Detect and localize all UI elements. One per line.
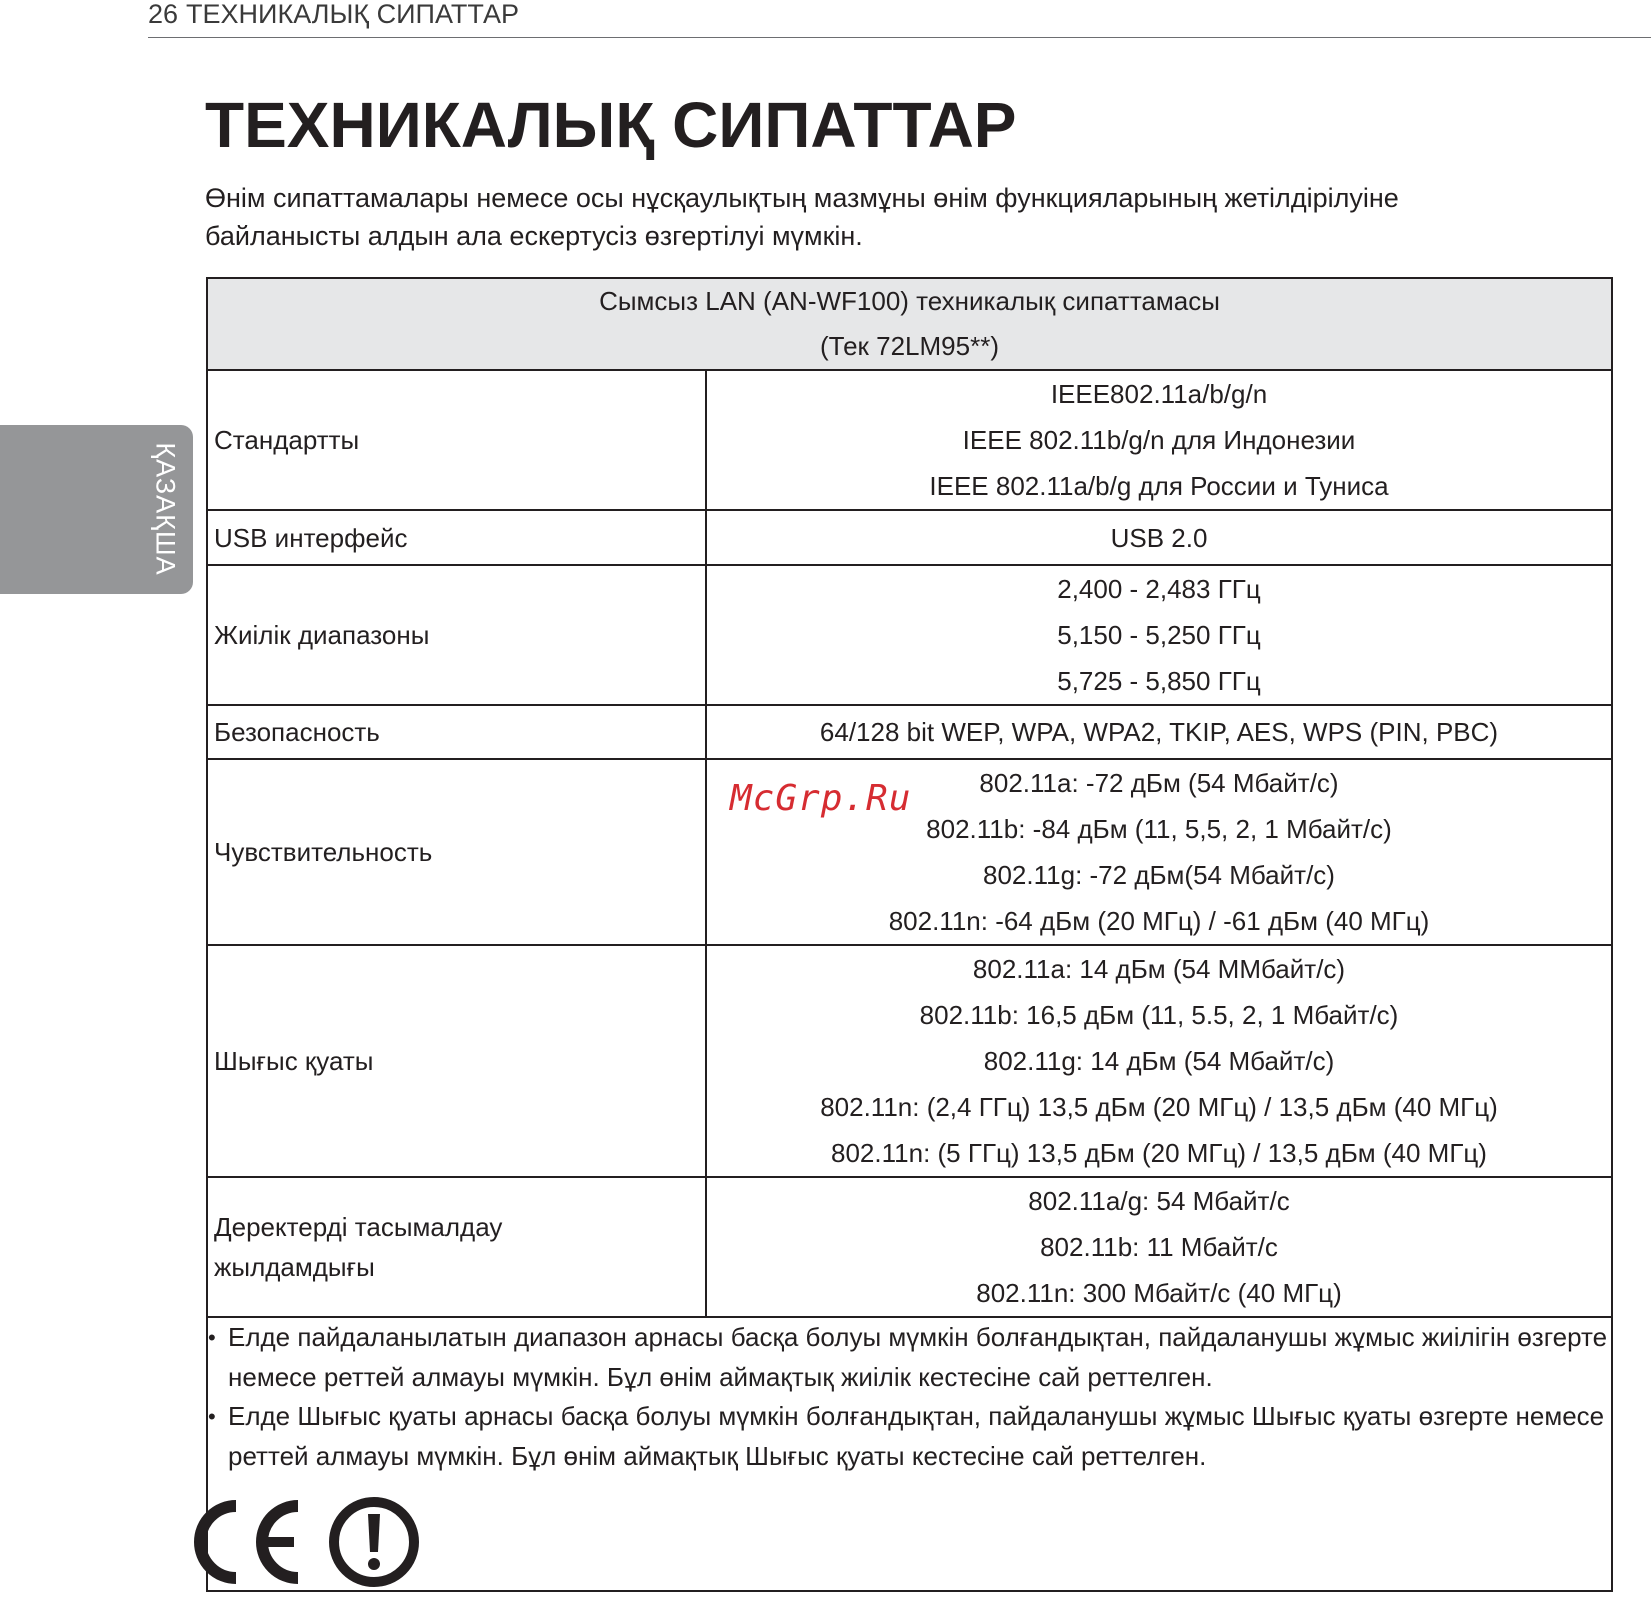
notes-row xyxy=(207,1317,1612,1591)
intro-text xyxy=(205,179,1585,255)
row-value: 802.11b: 16,5 дБм (11, 5.5, 2, 1 Мбайт/с) xyxy=(919,1000,1399,1030)
row-label: Деректерді тасымалдау жылдамдығы xyxy=(207,1177,706,1317)
row-label: Шығыс қуаты xyxy=(207,945,706,1177)
compliance-marks xyxy=(180,1494,1611,1590)
notes-cell xyxy=(207,1317,1612,1591)
note-text: Елде Шығыс қуаты арнасы басқа болуы мүмкін болғандықтан, пайдаланушы жұмыс Шығыс қуаты өзгерте немесе реттей алмауы мүмкін. Бұл өнім аймақтық Шығыс қуаты кестесіне сай реттелген. xyxy=(228,1401,1605,1471)
bullet-icon: • xyxy=(208,1325,216,1350)
table-row xyxy=(207,370,1612,510)
row-value: 64/128 bit WEP, WPA, WPA2, TKIP, AES, WPS (PIN, PBC) xyxy=(819,717,1499,747)
row-value: 802.11b: 11 Мбайт/с xyxy=(1040,1232,1278,1262)
caption-line: (Тек 72LM95**) xyxy=(820,331,999,361)
row-values xyxy=(706,565,1612,705)
row-value: USB 2.0 xyxy=(1110,522,1208,553)
row-values xyxy=(706,705,1612,759)
ce-mark-icon xyxy=(180,1498,304,1586)
side-tab-label: ҚАЗАҚША xyxy=(150,442,181,576)
note-text: Елде пайдаланылатын диапазон арнасы басқа болуы мүмкін болғандықтан, пайдаланушы жұмыс жиілігін өзгерте немесе реттей алмауы мүмкін. Бұл өнім аймақтық жиілік кестесіне сай реттелген. xyxy=(228,1322,1608,1392)
row-value: IEEE 802.11a/b/g для России и Туниса xyxy=(929,471,1389,501)
row-value: 802.11g: -72 дБм(54 Мбайт/с) xyxy=(983,860,1335,890)
row-value: IEEE802.11a/b/g/n xyxy=(1050,379,1268,409)
table-row xyxy=(207,705,1612,759)
running-title: ТЕХНИКАЛЫҚ СИПАТТАР xyxy=(186,0,519,29)
row-label: Безопасность xyxy=(207,705,706,759)
row-value: 5,150 - 5,250 ГГц xyxy=(1057,620,1261,650)
watermark: McGrp.Ru xyxy=(730,778,912,819)
intro-line: байланысты алдын ала ескертусіз өзгертілуі мүмкін. xyxy=(205,221,863,251)
row-value: 802.11n: 300 Мбайт/с (40 МГц) xyxy=(976,1278,1342,1308)
table-row xyxy=(207,565,1612,705)
row-value: 802.11a: -72 дБм (54 Мбайт/с) xyxy=(979,768,1339,798)
table-caption xyxy=(207,278,1612,370)
row-value: 802.11n: (5 ГГц) 13,5 дБм (20 МГц) / 13,5 дБм (40 МГц) xyxy=(831,1138,1487,1168)
row-value: 2,400 - 2,483 ГГц xyxy=(1057,574,1261,604)
alert-circle-icon xyxy=(326,1494,422,1590)
row-values xyxy=(706,510,1612,565)
row-values xyxy=(706,1177,1612,1317)
row-value: 802.11b: -84 дБм (11, 5,5, 2, 1 Мбайт/с) xyxy=(926,814,1392,844)
note-item xyxy=(208,1397,1611,1476)
row-values xyxy=(706,945,1612,1177)
row-values xyxy=(706,370,1612,510)
row-value: 802.11g: 14 дБм (54 Мбайт/с) xyxy=(983,1046,1335,1076)
page-number: 26 xyxy=(148,0,179,29)
bullet-icon: • xyxy=(208,1404,216,1429)
table-row xyxy=(207,945,1612,1177)
running-header xyxy=(148,0,519,34)
note-item xyxy=(208,1318,1611,1397)
intro-line: Өнім сипаттамалары немесе осы нұсқаулықтың мазмұны өнім функцияларының жетілдірілуіне xyxy=(205,183,1399,213)
table-caption-row xyxy=(207,278,1612,370)
row-value: 802.11a/g: 54 Мбайт/с xyxy=(1028,1186,1290,1216)
page-title: ТЕХНИКАЛЫҚ СИПАТТАР xyxy=(205,89,1017,161)
row-value: 802.11n: (2,4 ГГц) 13,5 дБм (20 МГц) / 13,5 дБм (40 МГц) xyxy=(820,1092,1498,1122)
row-value: 802.11a: 14 дБм (54 ММбайт/с) xyxy=(972,954,1346,984)
table-row xyxy=(207,510,1612,565)
row-label: Жиілік диапазоны xyxy=(207,565,706,705)
header-divider xyxy=(148,37,1651,38)
row-label: USB интерфейс xyxy=(207,510,706,565)
row-value: IEEE 802.11b/g/n для Индонезии xyxy=(962,425,1356,455)
row-value: 5,725 - 5,850 ГГц xyxy=(1057,666,1261,696)
spec-table xyxy=(206,277,1613,1592)
row-value: 802.11n: -64 дБм (20 МГц) / -61 дБм (40 МГц) xyxy=(888,906,1430,936)
table-row xyxy=(207,1177,1612,1317)
caption-line: Сымсыз LAN (AN-WF100) техникалық сипаттамасы xyxy=(599,286,1220,316)
row-label: Стандартты xyxy=(207,370,706,510)
row-label: Чувствительность xyxy=(207,759,706,945)
